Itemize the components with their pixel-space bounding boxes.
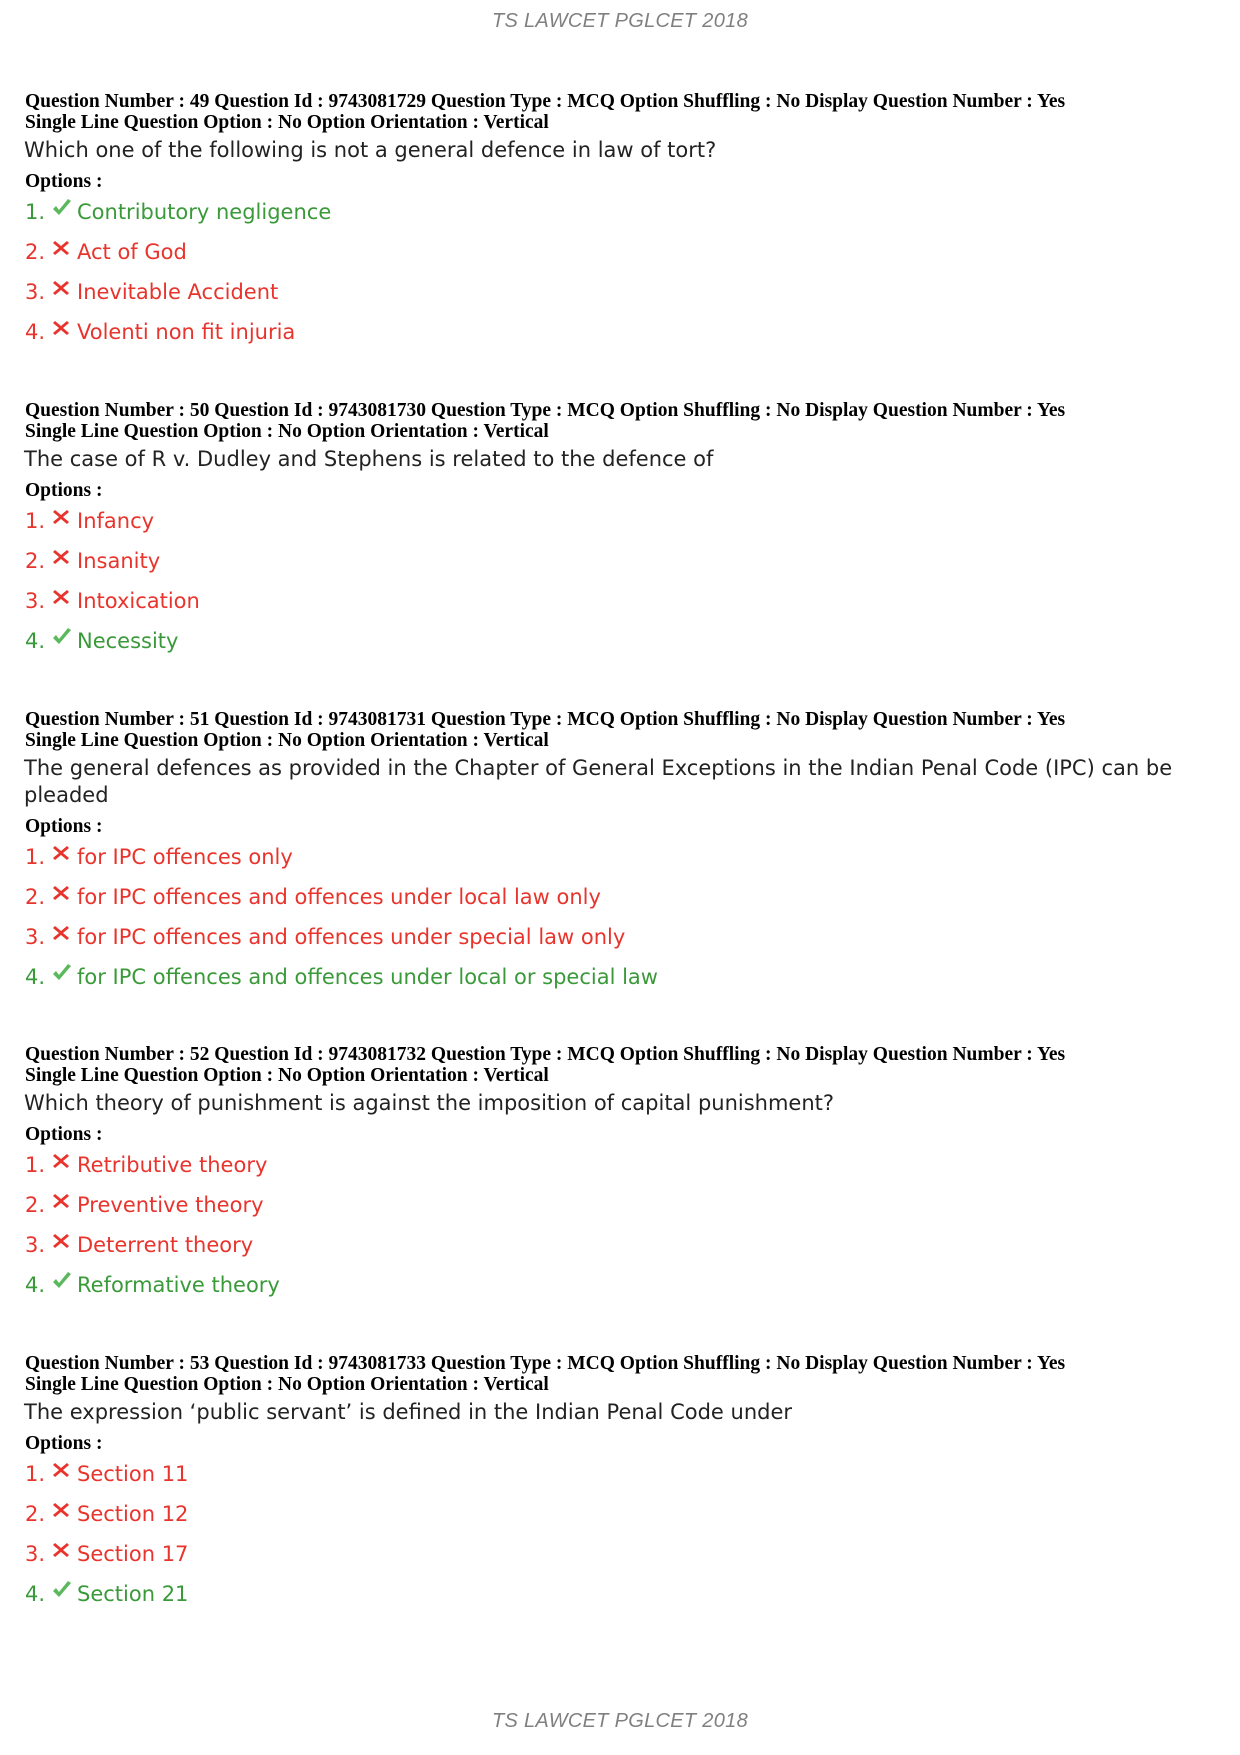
check-icon [51,961,77,981]
option-number: 3. [25,589,46,613]
question-meta-line2: Single Line Question Option : No Option Orientation : Vertical [25,112,549,133]
option-item [25,1499,1185,1539]
question-list [25,91,1185,1662]
options-label: Options : [25,1433,103,1454]
options-label: Options : [25,1124,103,1145]
option-text: Necessity [77,629,179,653]
question-meta-line2: Single Line Question Option : No Option Orientation : Vertical [25,1065,549,1086]
option-text: Inevitable Accident [77,280,279,304]
question-meta-line1: Question Number : 50 Question Id : 9743081730 Question Type : MCQ Option Shuffling : No Display Question Number : Yes [25,400,1066,421]
option-item [25,546,1185,586]
option-text: Infancy [77,509,155,533]
option-item [25,1459,1185,1499]
option-item [25,586,1185,626]
option-list [25,1150,1185,1310]
cross-icon [51,545,77,565]
option-item [25,922,1185,962]
question-meta-line1: Question Number : 53 Question Id : 9743081733 Question Type : MCQ Option Shuffling : No Display Question Number : Yes [25,1353,1066,1374]
question-meta-line2: Single Line Question Option : No Option Orientation : Vertical [25,421,549,442]
option-item [25,1579,1185,1619]
cross-icon [51,881,77,901]
option-text: Section 17 [77,1542,189,1566]
option-text: for IPC offences and offences under local or special law [77,965,658,989]
cross-icon [51,841,77,861]
option-text: Reformative theory [77,1273,280,1297]
option-list [25,842,1185,1002]
option-text: Section 11 [77,1462,189,1486]
option-text: for IPC offences and offences under special law only [77,925,626,949]
option-number: 4. [25,965,46,989]
question-block [25,91,1185,400]
option-item [25,237,1185,277]
question-meta [25,1353,1185,1395]
option-number: 2. [25,240,46,264]
option-number: 4. [25,1582,46,1606]
cross-icon [51,585,77,605]
page-header: TS LAWCET PGLCET 2018 [491,10,749,32]
option-text: Act of God [77,240,187,264]
option-item [25,842,1185,882]
option-text: Preventive theory [77,1193,264,1217]
check-icon [51,625,77,645]
check-icon [51,196,77,216]
option-item [25,1539,1185,1579]
option-number: 2. [25,1193,46,1217]
option-item [25,882,1185,922]
option-number: 1. [25,200,46,224]
option-number: 3. [25,1233,46,1257]
option-number: 1. [25,1153,46,1177]
option-number: 4. [25,320,46,344]
option-number: 2. [25,885,46,909]
option-number: 3. [25,925,46,949]
option-number: 3. [25,280,46,304]
check-icon [51,1578,77,1598]
cross-icon [51,236,77,256]
question-block [25,709,1185,1044]
option-text: Insanity [77,549,161,573]
option-item [25,1270,1185,1310]
question-text: Which one of the following is not a general defence in law of tort? [24,138,717,162]
question-block [25,1044,1185,1353]
option-number: 3. [25,1542,46,1566]
question-block [25,1353,1185,1662]
option-list [25,1459,1185,1619]
cross-icon [51,1498,77,1518]
options-label: Options : [25,816,103,837]
option-list [25,197,1185,357]
cross-icon [51,276,77,296]
question-text: The expression ‘public servant’ is defined in the Indian Penal Code under [24,1400,793,1424]
cross-icon [51,1458,77,1478]
options-label: Options : [25,480,103,501]
cross-icon [51,1538,77,1558]
option-number: 2. [25,1502,46,1526]
cross-icon [51,316,77,336]
option-item [25,317,1185,357]
page-footer: TS LAWCET PGLCET 2018 [491,1710,749,1732]
option-number: 4. [25,629,46,653]
option-text: Deterrent theory [77,1233,254,1257]
option-text: Retributive theory [77,1153,268,1177]
cross-icon [51,921,77,941]
question-meta-line1: Question Number : 49 Question Id : 9743081729 Question Type : MCQ Option Shuffling : No Display Question Number : Yes [25,91,1066,112]
option-number: 1. [25,509,46,533]
option-number: 4. [25,1273,46,1297]
cross-icon [51,1189,77,1209]
question-text: The case of R v. Dudley and Stephens is related to the defence of [24,447,714,471]
question-meta [25,400,1185,442]
question-block [25,400,1185,709]
option-number: 2. [25,549,46,573]
option-item [25,962,1185,1002]
question-meta-line1: Question Number : 52 Question Id : 9743081732 Question Type : MCQ Option Shuffling : No Display Question Number : Yes [25,1044,1066,1065]
option-item [25,506,1185,546]
option-text: for IPC offences only [77,845,293,869]
question-meta-line2: Single Line Question Option : No Option Orientation : Vertical [25,730,549,751]
option-item [25,1150,1185,1190]
check-icon [51,1269,77,1289]
option-text: Volenti non fit injuria [77,320,296,344]
question-meta-line2: Single Line Question Option : No Option Orientation : Vertical [25,1374,549,1395]
question-text: The general defences as provided in the Chapter of General Exceptions in the Indian Penal Code (IPC) can be pleaded [24,756,1173,807]
options-label: Options : [25,171,103,192]
option-number: 1. [25,845,46,869]
option-text: Intoxication [77,589,200,613]
option-text: for IPC offences and offences under local law only [77,885,601,909]
option-item [25,1230,1185,1270]
option-item [25,197,1185,237]
option-number: 1. [25,1462,46,1486]
option-text: Section 21 [77,1582,189,1606]
option-list [25,506,1185,666]
option-text: Contributory negligence [77,200,332,224]
cross-icon [51,1229,77,1249]
option-item [25,277,1185,317]
question-meta [25,709,1185,751]
question-meta-line1: Question Number : 51 Question Id : 9743081731 Question Type : MCQ Option Shuffling : No Display Question Number : Yes [25,709,1066,730]
question-meta [25,91,1185,133]
question-text: Which theory of punishment is against the imposition of capital punishment? [24,1091,835,1115]
question-meta [25,1044,1185,1086]
option-text: Section 12 [77,1502,189,1526]
option-item [25,626,1185,666]
option-item [25,1190,1185,1230]
cross-icon [51,505,77,525]
cross-icon [51,1149,77,1169]
